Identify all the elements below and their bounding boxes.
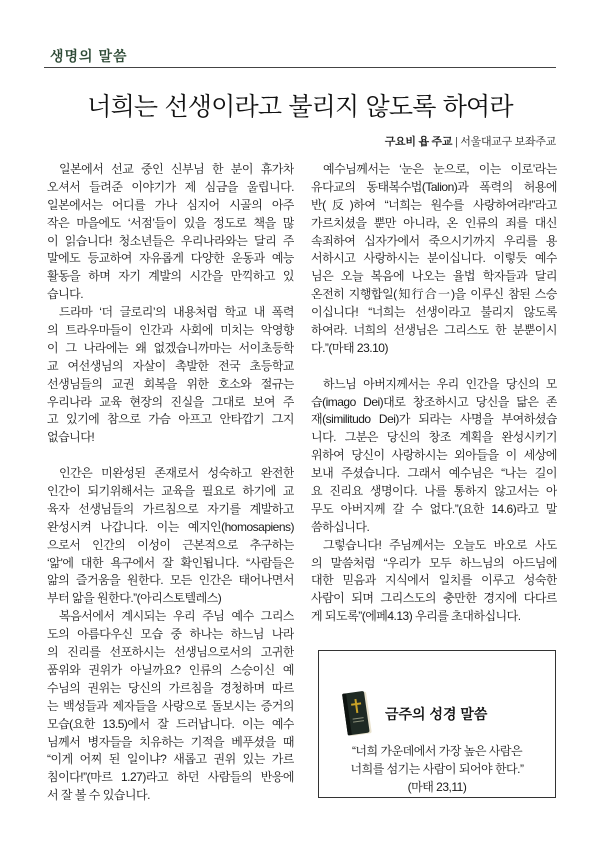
text-line: ‘앎’에 대한 욕구에서 잘 확인됩니다. “사람들은 <box>47 555 294 570</box>
verse-reference: (마태 23,11) <box>407 780 467 794</box>
text-line: 습니다. <box>47 287 84 302</box>
text-line: 서 잘 볼 수 있습니다. <box>47 788 150 803</box>
text-line: 서하시고 사랑하시는 분이십니다. 이렇듯 예수 <box>311 251 557 266</box>
bible-icon <box>341 689 373 739</box>
text-line: 복음서에서 계시되는 우리 주님 예수 그리스 <box>59 609 294 624</box>
article-title: 너희는 선생이라고 불리지 않도록 하여라 <box>87 92 513 121</box>
text-line: “이게 어찌 된 일이냐? 새롭고 권위 있는 가르 <box>47 752 294 767</box>
section-label: 생명의 말씀 <box>50 48 128 64</box>
text-line: 님께서 병자들을 치유하는 기적을 베푸셨을 때 <box>47 734 294 749</box>
text-line: 교 여선생님의 자살이 촉발한 전국 초등학교 <box>47 358 294 373</box>
text-line: 일본에서는 어디를 가나 심지어 시골의 아주 <box>47 197 294 212</box>
text-line: 인간이 되기위해서는 교육을 필요로 하기에 교 <box>47 484 294 499</box>
text-line: 으로서 인간의 이성이 근본적으로 추구하는 <box>47 537 294 552</box>
text-line: 하여라. 너희의 선생님은 그리스도 한 분뿐이시 <box>311 323 557 338</box>
text-section <box>47 161 294 447</box>
verse-quote-line: 너희를 섬기는 사람이 되어야 한다.” <box>350 762 524 776</box>
text-line: 니다. 그분은 당신의 창조 계획을 완성시키기 <box>311 430 557 445</box>
byline-separator: | <box>454 136 458 148</box>
paragraph <box>47 304 294 447</box>
verse-box-heading: 금주의 성경 말씀 <box>385 706 488 722</box>
weekly-verse-box <box>318 650 556 798</box>
author-name: 구요비 욥 주교 <box>384 136 453 148</box>
text-line: 활동을 하며 자기 계발의 시간을 만끽하고 있 <box>47 269 294 284</box>
text-line: 육자 선생님들의 가르침으로 자기를 계발하고 <box>47 501 294 516</box>
paragraph <box>47 161 294 304</box>
text-line: 보내 주셨습니다. 그래서 예수님은 “나는 길이 <box>311 466 557 481</box>
paragraph <box>47 465 294 608</box>
paragraph <box>311 161 557 358</box>
text-line: 반(反)하여 “너희는 원수를 사랑하여라!”라고 <box>311 197 557 212</box>
text-line: 의 트라우마들이 인간과 사회에 미치는 악영향 <box>47 323 294 338</box>
right-column <box>311 161 557 626</box>
text-section <box>47 465 294 805</box>
text-line: 침이다!”(마르 1.27)라고 하던 사람들의 반응에 <box>47 770 294 785</box>
text-line: 위하여 당신이 사랑하시는 외아들을 이 세상에 <box>311 448 557 463</box>
text-line: 사람이 되며 그리스도의 충만한 경지에 다다르 <box>311 591 557 606</box>
left-column <box>47 161 294 805</box>
text-line: 다.”(마태 23.10) <box>311 340 388 355</box>
verse-quote-line: “너희 가운데에서 가장 높은 사람은 <box>351 744 523 758</box>
paragraph <box>47 608 294 805</box>
text-line: 온전히 지행합일(知行合一)을 이루신 참된 스승 <box>311 287 557 302</box>
text-line: 이십니다! “너희는 선생이라고 불리지 않도록 <box>311 305 557 320</box>
byline <box>385 134 556 150</box>
verse-quote <box>319 742 555 796</box>
text-line: 품위와 권위가 아닐까요? 인류의 스승이신 예 <box>47 662 294 677</box>
text-line: 이 읽습니다! 청소년들은 우리나라와는 달리 주 <box>47 233 294 248</box>
text-line: 유다교의 동태복수법(Talion)과 폭력의 허용에 <box>311 179 557 194</box>
text-line: 도의 아름다우신 모습 중 하나는 하느님 나라 <box>47 627 294 642</box>
paragraph <box>311 537 557 626</box>
text-line: 작은 마을에도 ‘서점’들이 있을 정도로 책을 많 <box>47 215 294 230</box>
text-line: 습(imago Dei)대로 창조하시고 당신을 닮은 존 <box>311 394 557 409</box>
text-line: 드라마 ‘더 글로리’의 내용처럼 학교 내 폭력 <box>59 305 294 320</box>
paragraph <box>311 376 557 537</box>
text-line: 의 진리를 선포하시는 선생님으로서의 고귀한 <box>47 645 294 660</box>
text-section <box>311 161 557 358</box>
text-line: 요 진리요 생명이다. 나를 통하지 않고서는 아 <box>311 484 557 499</box>
text-line: 모습(요한 13.5)에서 잘 드러납니다. 이는 예수 <box>47 716 294 731</box>
text-line: 고 있기에 참으로 가슴 아프고 안타깝기 그지 <box>47 412 294 427</box>
text-line: 가르치셨을 뿐만 아니라, 온 인류의 죄를 대신 <box>311 215 557 230</box>
text-line: 우리나라 교육 현장의 진실을 그대로 보여 주 <box>47 394 294 409</box>
text-line: 부터 앎을 원한다.”(아리스토텔레스) <box>47 591 222 606</box>
text-line: 하느님 아버지께서는 우리 인간을 당신의 모 <box>323 376 557 391</box>
text-line: 일본에서 선교 중인 신부님 한 분이 휴가차 <box>59 162 294 176</box>
text-line: 이 그 나라에는 왜 없겠습니까마는 서이초등학 <box>47 340 294 355</box>
header-divider <box>44 67 556 68</box>
text-line: 는 백성들과 제자들을 사랑으로 돌보시는 증거의 <box>47 698 294 713</box>
text-line: 대한 믿음과 지식에서 일치를 이루고 성숙한 <box>311 573 557 588</box>
text-line: 씀하십니다. <box>311 519 370 534</box>
text-line: 재(similitudo Dei)가 되라는 사명을 부여하셨습 <box>311 412 557 427</box>
text-section <box>311 376 557 626</box>
text-line: 게 되도록”(에페4.13) 우리를 초대하십니다. <box>311 609 521 624</box>
text-line: 없습니다! <box>47 430 95 445</box>
text-line: 말에도 등교하여 자유롭게 다양한 운동과 예능 <box>47 251 294 266</box>
text-line: 선생님들의 교권 회복을 위한 호소와 절규는 <box>47 376 294 391</box>
text-line: 그렇습니다! 주님께서는 오늘도 바오로 사도 <box>323 537 557 552</box>
text-line: 예수님께서는 ‘눈은 눈으로, 이는 이로’라는 <box>323 162 557 176</box>
text-line: 님은 오늘 복음에 나오는 율법 학자들과 달리 <box>311 269 557 284</box>
text-line: 수님의 권위는 당신의 가르침을 경청하며 따르 <box>47 680 294 695</box>
author-role: 서울대교구 보좌주교 <box>460 136 556 148</box>
text-line: 무도 아버지께 갈 수 없다.”(요한 14.6)라고 말 <box>311 501 557 516</box>
text-line: 완성시켜 나갑니다. 이는 예지인(homosapiens) <box>47 519 294 534</box>
text-line: 속죄하여 십자가에서 죽으시기까지 우리를 용 <box>311 233 557 248</box>
text-line: 앎의 즐거움을 원한다. 모든 인간은 태어나면서 <box>47 573 294 588</box>
text-line: 오셔서 들려준 이야기가 제 심금을 울립니다. <box>47 179 294 194</box>
text-line: 인간은 미완성된 존재로서 성숙하고 완전한 <box>59 466 294 481</box>
text-line: 의 말씀처럼 “우리가 모두 하느님의 아드님에 <box>311 555 557 570</box>
